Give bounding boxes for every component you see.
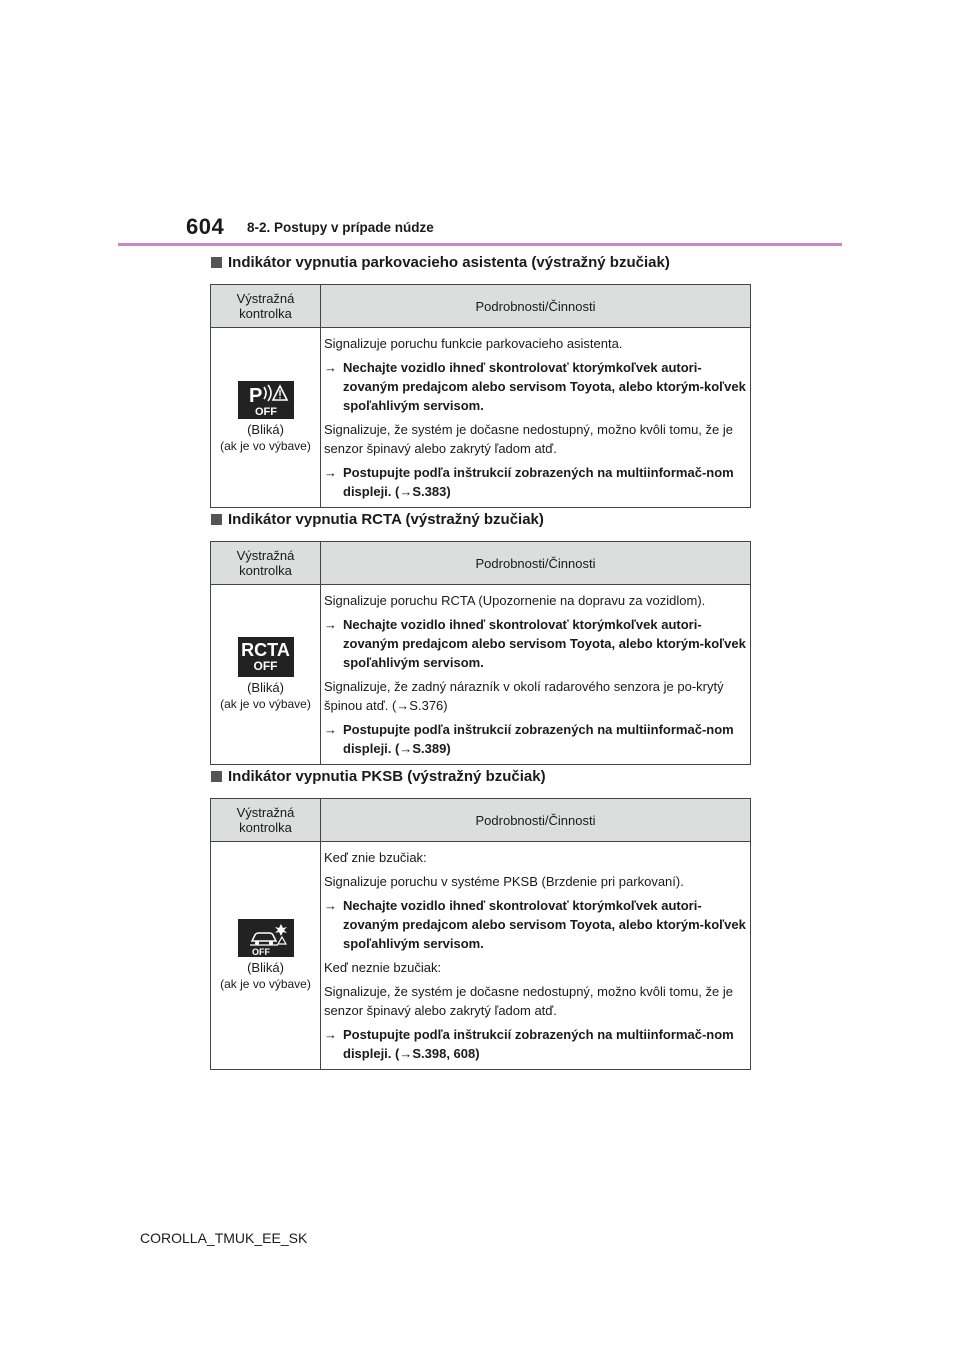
- indicator-cell: [211, 842, 321, 1070]
- warning-table-rcta: [210, 541, 751, 765]
- header-rule: [118, 243, 842, 246]
- arrow-icon: →: [324, 617, 337, 632]
- section-title: 8-2. Postupy v prípade núdze: [247, 220, 434, 235]
- svg-text:OFF: OFF: [254, 406, 277, 418]
- arrow-icon: →: [324, 898, 337, 913]
- detail-action: → Nechajte vozidlo ihneď skontrolovať ktorýmkoľvek autori-zovaným predajcom alebo servisom Toyota, alebo ktorým-koľvek spoľahlivým servisom.: [324, 617, 746, 670]
- rcta-off-icon: [238, 637, 294, 677]
- detail-text: Signalizuje poruchu funkcie parkovacieho asistenta.: [324, 336, 623, 351]
- bullet-square-icon: [211, 514, 222, 525]
- col-header-indicator: Výstražná kontrolka: [211, 285, 321, 328]
- subheading-text: Indikátor vypnutia PKSB (výstražný bzučiak): [228, 768, 546, 785]
- detail-action: → Nechajte vozidlo ihneď skontrolovať ktorýmkoľvek autori-zovaným predajcom alebo servisom Toyota, alebo ktorým-koľvek spoľahlivým servisom.: [324, 360, 746, 413]
- detail-text: Signalizuje, že systém je dočasne nedostupný, možno kvôli tomu, že je senzor špinavý alebo zakrytý ľadom atď.: [324, 984, 733, 1018]
- detail-action: → Postupujte podľa inštrukcií zobrazených na multiinformač-nom displeji. (→S.383): [324, 465, 734, 499]
- equipment-note: (ak je vo výbave): [220, 697, 311, 711]
- subheading-pksb: [211, 768, 546, 785]
- indicator-cell: [211, 328, 321, 508]
- warning-table-pksb: [210, 798, 751, 1070]
- subheading-parking-assist: [211, 254, 670, 271]
- indicator-cell: [211, 585, 321, 765]
- icon-text-top: RCTA: [241, 640, 290, 660]
- arrow-icon: →: [324, 465, 337, 480]
- detail-text: Signalizuje, že zadný nárazník v okolí radarového senzora je po-krytý špinou atď. (→S.376): [324, 679, 724, 713]
- arrow-icon: →: [324, 722, 337, 737]
- arrow-icon: →: [324, 360, 337, 375]
- col-header-indicator: Výstražná kontrolka: [211, 799, 321, 842]
- detail-action: → Nechajte vozidlo ihneď skontrolovať ktorýmkoľvek autori-zovaným predajcom alebo servisom Toyota, alebo ktorým-koľvek spoľahlivým servisom.: [324, 898, 746, 951]
- warning-table-parking-assist: [210, 284, 751, 508]
- bullet-square-icon: [211, 257, 222, 268]
- col-header-indicator: Výstražná kontrolka: [211, 542, 321, 585]
- svg-text:P: P: [248, 385, 262, 407]
- detail-text: Signalizuje poruchu v systéme PKSB (Brzdenie pri parkovaní).: [324, 874, 684, 889]
- document-footer: COROLLA_TMUK_EE_SK: [140, 1230, 308, 1246]
- icon-text-bottom: OFF: [253, 659, 278, 673]
- pksb-off-icon: [238, 919, 294, 957]
- page-number: 604: [186, 214, 225, 239]
- detail-text: Keď znie bzučiak:: [324, 850, 427, 865]
- svg-text:OFF: OFF: [251, 947, 270, 957]
- equipment-note: (ak je vo výbave): [220, 439, 311, 453]
- detail-action: → Postupujte podľa inštrukcií zobrazených na multiinformač-nom displeji. (→S.398, 608): [324, 1027, 734, 1061]
- detail-text: Signalizuje, že systém je dočasne nedostupný, možno kvôli tomu, že je senzor špinavý alebo zakrytý ľadom atď.: [324, 422, 733, 456]
- detail-text: Signalizuje poruchu RCTA (Upozornenie na dopravu za vozidlom).: [324, 593, 706, 608]
- subheading-text: Indikátor vypnutia parkovacieho asistenta (výstražný bzučiak): [228, 254, 670, 271]
- arrow-icon: →: [324, 1027, 337, 1042]
- col-header-details: Podrobnosti/Činnosti: [321, 799, 751, 842]
- subheading-rcta: [211, 511, 544, 528]
- bullet-square-icon: [211, 771, 222, 782]
- equipment-note: (ak je vo výbave): [220, 977, 311, 991]
- details-cell: [321, 842, 751, 1070]
- blink-label: (Bliká): [247, 680, 284, 695]
- col-header-details: Podrobnosti/Činnosti: [321, 542, 751, 585]
- blink-label: (Bliká): [247, 422, 284, 437]
- col-header-details: Podrobnosti/Činnosti: [321, 285, 751, 328]
- details-cell: [321, 585, 751, 765]
- details-cell: [321, 328, 751, 508]
- blink-label: (Bliká): [247, 960, 284, 975]
- detail-action: → Postupujte podľa inštrukcií zobrazených na multiinformač-nom displeji. (→S.389): [324, 722, 734, 756]
- parking-assist-off-icon: [238, 381, 294, 419]
- subheading-text: Indikátor vypnutia RCTA (výstražný bzučiak): [228, 511, 544, 528]
- detail-text: Keď neznie bzučiak:: [324, 960, 442, 975]
